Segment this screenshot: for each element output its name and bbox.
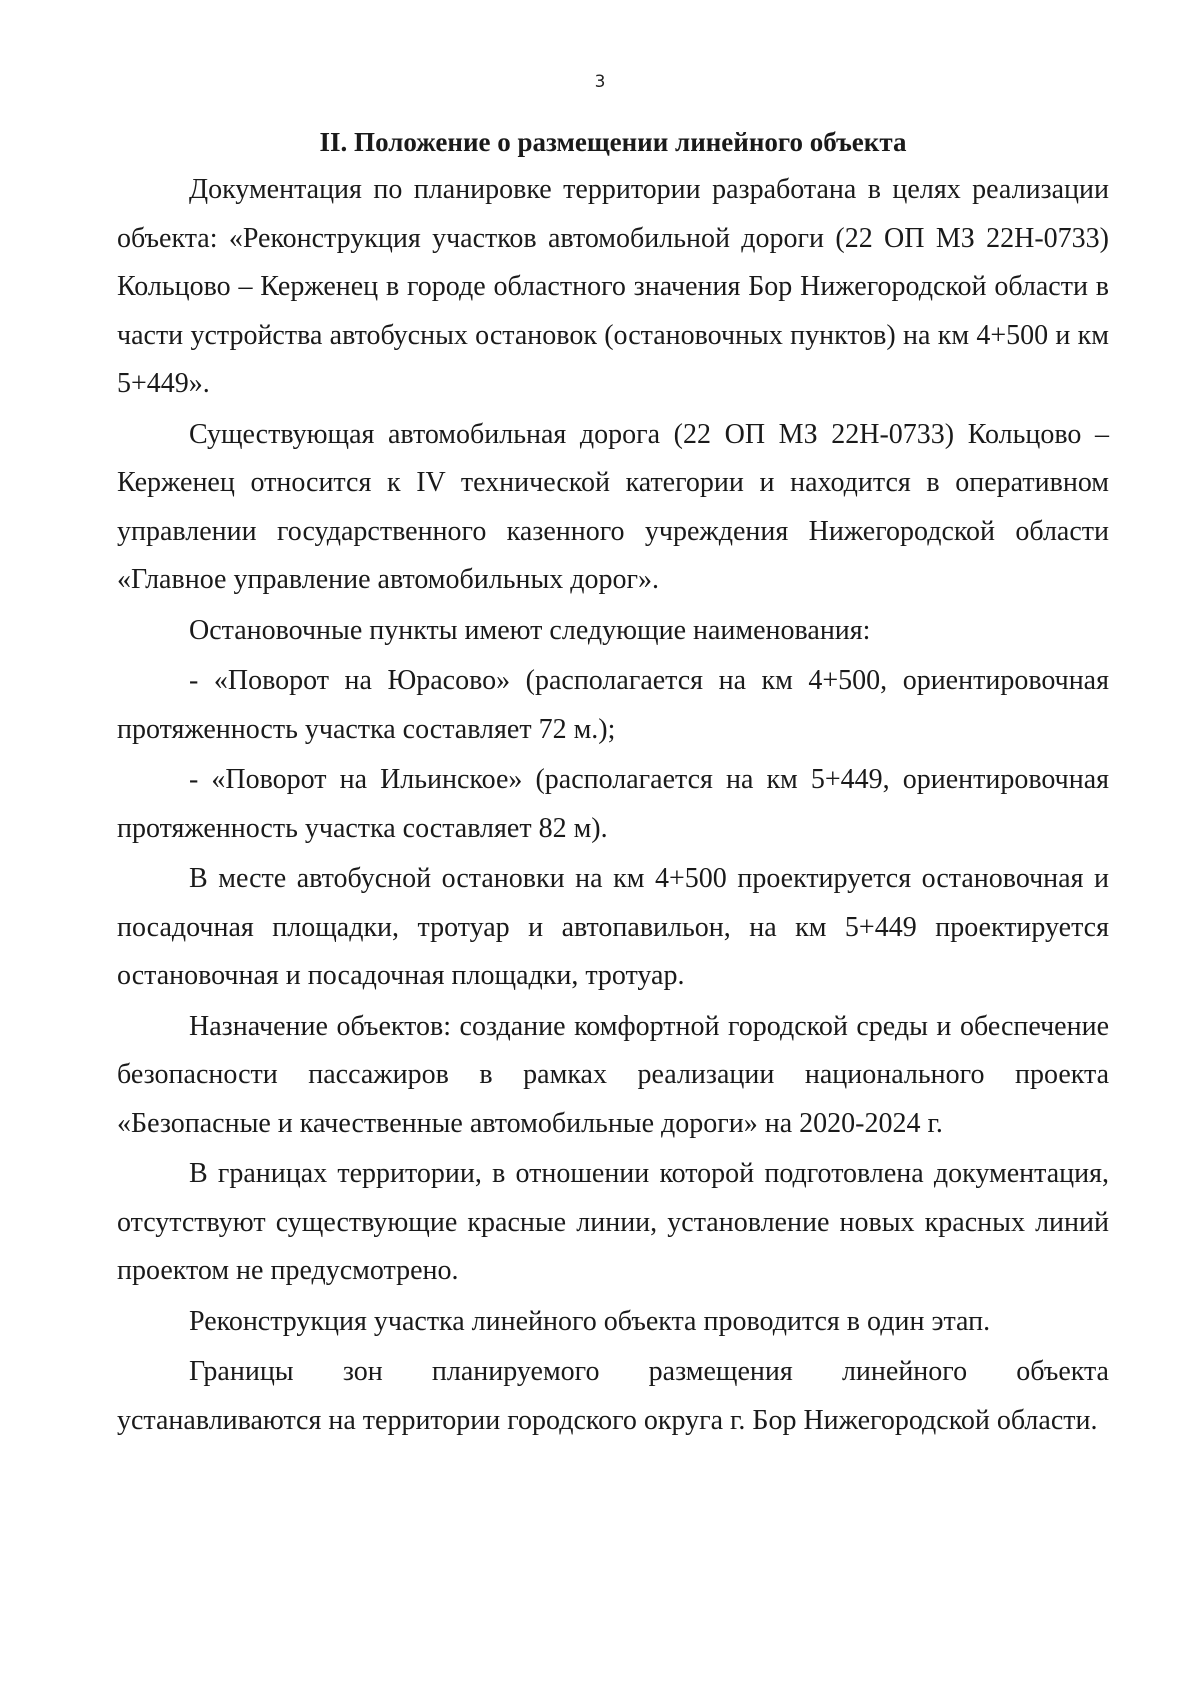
list-item-stop-ilinskoe: - «Поворот на Ильинское» (располагается на км 5+449, ориентировочная протяженность участка составляет 82 м). bbox=[117, 764, 1109, 844]
paragraph-design-scope: В месте автобусной остановки на км 4+500 проектируется остановочная и посадочная площадки, тротуар и автопавильон, на км 5+449 проектируется остановочная и посадочная площадки, тротуар. bbox=[117, 863, 1109, 991]
section-title: II. Положение о размещении линейного объекта bbox=[319, 127, 907, 157]
paragraph-stop-names-intro: Остановочные пункты имеют следующие наименования: bbox=[189, 614, 871, 646]
document-body bbox=[117, 122, 1109, 1447]
paragraph-red-lines: В границах территории, в отношении которой подготовлена документация, отсутствуют существующие красные линии, установление новых красных линий проектом не предусмотрено. bbox=[117, 1158, 1109, 1286]
paragraph-purpose-of-objects: Назначение объектов: создание комфортной городской среды и обеспечение безопасности пассажиров в рамках реализации национального проекта «Безопасные и качественные автомобильные дороги» на 2020-2024 г. bbox=[117, 1010, 1109, 1139]
paragraph-zone-boundaries: Границы зон планируемого размещения линейного объекта устанавливаются на территории городского округа г. Бор Нижегородской области. bbox=[117, 1356, 1109, 1436]
list-item-stop-yurasovo: - «Поворот на Юрасово» (располагается на км 4+500, ориентировочная протяженность участка составляет 72 м.); bbox=[117, 665, 1109, 745]
paragraph-existing-road: Существующая автомобильная дорога (22 ОП МЗ 22Н-0733) Кольцово – Керженец относится к IV технической категории и находится в оперативном управлении государственного казенного учреждения Нижегородской области «Главное управление автомобильных дорог». bbox=[117, 418, 1109, 595]
page-number: 3 bbox=[594, 72, 606, 92]
paragraph-purpose: Документация по планировке территории разработана в целях реализации объекта: «Реконструкция участков автомобильной дороги (22 ОП МЗ 22Н-0733) Кольцово – Керженец в городе областного значения Бор Нижегородской области в части устройства автобусных остановок (остановочных пунктов) на км 4+500 и км 5+449». bbox=[117, 174, 1109, 399]
paragraph-stages: Реконструкция участка линейного объекта проводится в один этап. bbox=[189, 1305, 991, 1337]
